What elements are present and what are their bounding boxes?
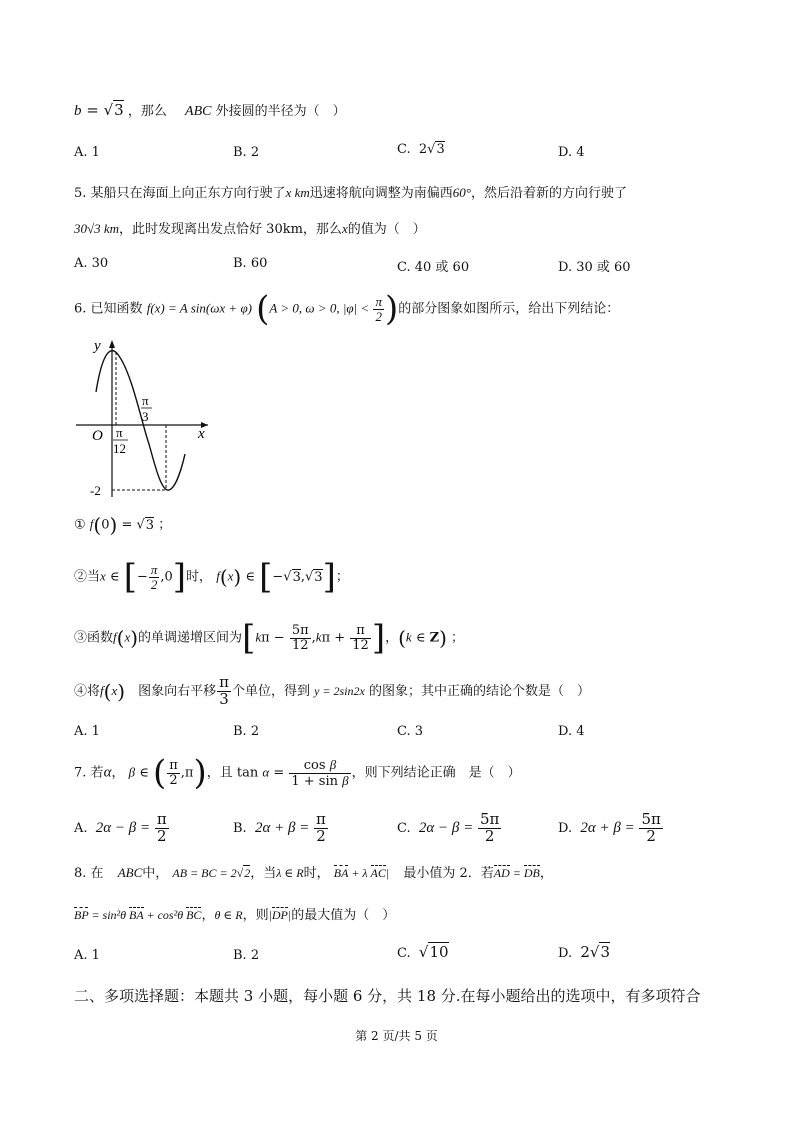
q8-option-d: D. 2√3 (558, 943, 611, 961)
q7-text3: ，则下列结论正确 是（ ） (351, 765, 521, 781)
q7-option-d: D. 2α + β = $\frac{5\pi}{2}$ (558, 810, 661, 845)
q8-text6: ， (539, 866, 553, 881)
q4-tail-line: b = √3 ，那么 ABC 外接圆的半径为（ ） (74, 101, 346, 119)
origin-label: O (92, 428, 103, 444)
q6-s2-prefix: ②当 (74, 569, 101, 585)
q8-number: 8. (74, 866, 87, 881)
q5-dist1: x km (285, 185, 310, 200)
q4-connector: ，那么 (127, 104, 167, 119)
q6-s2-mid: 时， (186, 569, 213, 585)
q6-text1: 已知函数 (90, 301, 143, 317)
q6-s4-mid: 图象向右平移 (138, 683, 217, 699)
q6-statement-4: ④将f(x) 图象向右平移 $\frac{\pi}{3}$ 个单位，得到 y = 2sin2x 的图象；其中正确的结论个数是（ ） (74, 673, 591, 708)
q5-text5: 的值为（ ） (347, 222, 426, 237)
q6-s2-end: ； (335, 569, 349, 585)
q5-var: x (341, 221, 348, 236)
q7-number: 7. (74, 765, 87, 781)
q6-s3-mid: 的单调递增区间为 (138, 630, 243, 646)
q5-text3: ，然后沿着新的方向行驶了 (470, 186, 627, 201)
y-axis-arrow (109, 340, 115, 348)
q4-option-d: D. 4 (558, 145, 585, 160)
pi-over-12-den: 12 (113, 441, 126, 456)
q7-line1: 7. 若α， β ∈ ( $\frac{\pi}{2}$ ,π)，且 tan α = $\frac{\text{cos β}}{\text{1 + sin β}}$ ，则下列结论正确 是（ ） (74, 753, 521, 793)
q7-text2: ，且 (206, 765, 233, 781)
q5-option-b: B. 60 (233, 256, 268, 271)
q5-line2 (74, 218, 426, 237)
q5-text1: 某船只在海面上向正东方向行驶了 (90, 186, 286, 201)
min-value-label: -2 (90, 483, 101, 498)
q5-text4: ，此时发现离出发点恰好 30km，那么 (119, 222, 342, 237)
q6-option-c: C. 3 (397, 724, 424, 739)
q6-s4-func: y = 2sin2x (314, 683, 365, 698)
q5-option-c: C. 40 或 60 (397, 260, 470, 275)
x-axis-label: x (198, 426, 205, 442)
q6-func: f(x) = A sin(ωx + φ) (146, 300, 252, 316)
q8-text5: 最小值为 2．若 (403, 866, 494, 881)
q5-angle: 60° (452, 185, 471, 200)
q7-option-a: A. 2α − β = $\frac{\pi}{2}$ (74, 810, 167, 845)
q5-option-a: A. 30 (74, 256, 109, 271)
q5-option-d: D. 30 或 60 (558, 260, 631, 275)
q5-number: 5. (74, 186, 87, 201)
pi-over-3-num: π (142, 393, 149, 408)
q6-function-graph (70, 334, 220, 504)
q8-text4: 时， (303, 866, 330, 881)
q5-text2: 迅速将航向调整为南偏西 (309, 186, 453, 201)
q7-option-b: B. 2α + β = $\frac{\pi}{2}$ (233, 810, 326, 845)
q6-s3-prefix: ③函数 (74, 630, 114, 646)
sine-curve (96, 351, 185, 490)
q7-text1: 若 (90, 765, 104, 781)
q4-option-a: A. 1 (74, 145, 100, 160)
q8-text2: 中， (142, 866, 169, 881)
pi-over-3-den: 3 (142, 409, 149, 424)
q4-triangle: ABC (185, 104, 212, 119)
q8-option-c: C. √10 (397, 943, 449, 961)
q4-option-c: C. 2√3 (397, 142, 445, 157)
q6-text2: 的部分图象如图所示，给出下列结论： (398, 301, 620, 317)
q8-option-b: B. 2 (233, 948, 260, 963)
q6-option-a: A. 1 (74, 724, 100, 739)
q6-s4-end: 的图象；其中正确的结论个数是（ ） (369, 683, 591, 699)
q5-line1 (74, 182, 627, 201)
q8-text8: ，则 (242, 908, 269, 923)
q5-dist2: 30√3 km (74, 221, 120, 236)
q8-text3: ，当 (250, 866, 277, 881)
q8-lambda: λ ∈ R (276, 866, 304, 880)
q8-triangle: ABC (117, 865, 143, 880)
q7-option-c: C. 2α − β = $\frac{5\pi}{2}$ (397, 810, 500, 845)
q4-option-b: B. 2 (233, 145, 260, 160)
q8-theta: θ ∈ R (214, 908, 243, 922)
q8-text9: 的最大值为（ ） (291, 908, 396, 923)
q6-s4-mid2: 个单位，得到 (231, 683, 310, 699)
q6-line1: 6. 已知函数 f(x) = A sin(ωx + φ) (A > 0, ω > 0, |φ| < $\frac{\pi}{2}$ )的部分图象如图所示，给出下列结论： (74, 289, 620, 329)
q8-text1: 在 (90, 866, 104, 881)
q6-option-b: B. 2 (233, 724, 260, 739)
q6-statement-2: ②当x ∈ [− $\frac{\pi}{2}$ ,0]时， f(x) ∈ [−√3,√3]； (74, 557, 349, 597)
y-axis-label: y (94, 338, 101, 354)
q6-statement-1: ① f(0) = √3 ； (74, 513, 172, 537)
q4-stem: 外接圆的半径为（ ） (215, 104, 346, 119)
q6-s4-prefix: ④将 (74, 683, 101, 699)
page-footer: 第 2 页/共 5 页 (355, 1029, 438, 1043)
q6-option-d: D. 4 (558, 724, 585, 739)
q8-text7: ， (201, 908, 215, 923)
pi-over-12-num: π (116, 425, 123, 440)
section-2-heading: 二、多项选择题：本题共 3 小题，每小题 6 分，共 18 分.在每小题给出的选项中，有多项符合 (74, 987, 701, 1005)
q8-line1: 8. 在 ABC中， AB = BC = 2√2，当λ ∈ R时， BA + λ AC| 最小值为 2．若AD = DB， (74, 865, 553, 881)
q8-option-a: A. 1 (74, 948, 100, 963)
q6-statement-3: ③函数f(x)的单调递增区间为[kπ − $\frac{5\pi}{12}$ ,kπ + $\frac{\pi}{12}$ ]，(k ∈ Z) ； (74, 618, 465, 658)
q8-line2: BP = sin²θ BA + cos²θ BC，θ ∈ R，则|DP|的最大值为（ ） (74, 908, 396, 923)
q6-number: 6. (74, 301, 87, 317)
